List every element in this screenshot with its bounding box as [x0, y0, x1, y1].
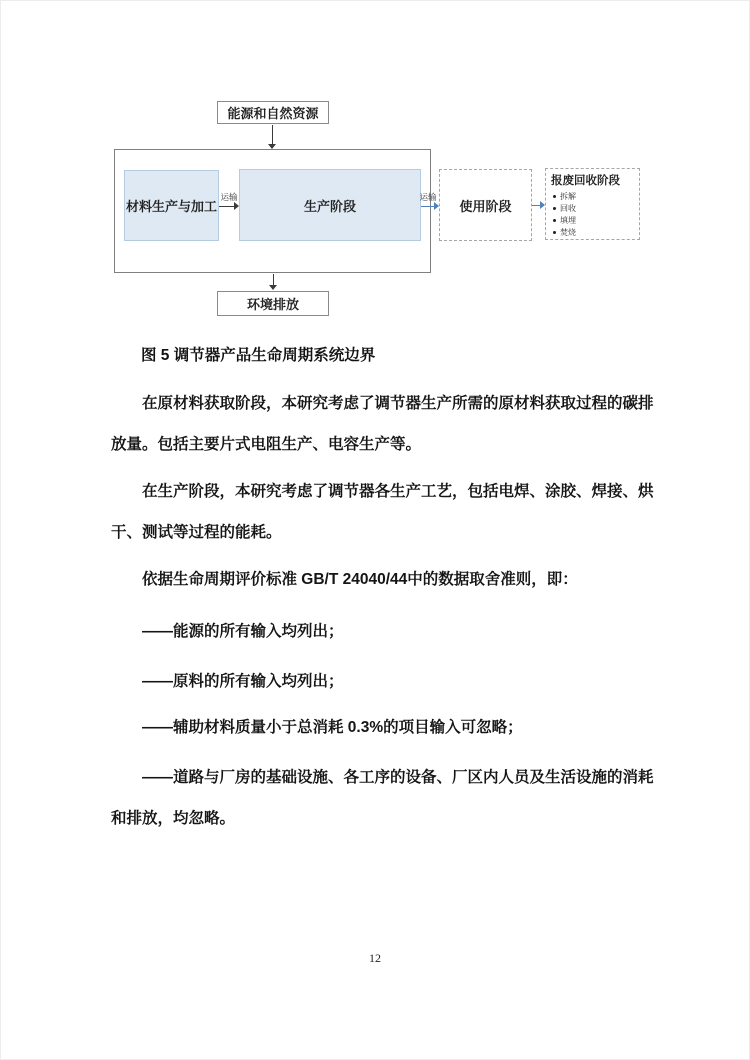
transport-label-2: 运输 — [419, 192, 437, 202]
paragraph — [111, 611, 671, 652]
paragraph — [111, 707, 671, 748]
list-item — [551, 203, 635, 214]
energy-resources-label: 能源和自然资源 — [227, 106, 319, 121]
text-line: 在生产阶段，本研究考虑了调节器各生产工艺，包括电焊、涂胶、焊接、烘 — [142, 483, 654, 500]
arrow-line — [272, 125, 273, 144]
text-line: ——原料的所有输入均列出； — [142, 673, 344, 690]
bullet-icon — [553, 195, 556, 198]
paragraph — [111, 559, 671, 600]
bullet-icon — [553, 207, 556, 210]
emission-box — [217, 291, 329, 316]
emission-label: 环境排放 — [246, 297, 299, 312]
text-line: 和排放，均忽略。 — [111, 810, 236, 827]
paragraph — [111, 661, 671, 702]
paragraph — [111, 471, 671, 553]
arrow-production-to-use — [421, 202, 439, 211]
text-line: ——能源的所有输入均列出； — [142, 623, 344, 640]
arrow-head-down-icon — [269, 285, 277, 290]
text-line: 干、测试等过程的能耗。 — [111, 524, 282, 541]
arrow-line — [421, 206, 434, 207]
use-stage-label: 使用阶段 — [459, 198, 512, 214]
arrow-line — [532, 205, 540, 206]
bullet-icon — [553, 219, 556, 222]
recycle-stage-title: 报废回收阶段 — [551, 175, 620, 187]
production-stage-box — [239, 169, 421, 241]
recycle-item-label: 焚烧 — [560, 228, 576, 237]
text-line: ——道路与厂房的基础设施、各工序的设备、厂区内人员及生活设施的消耗 — [142, 769, 654, 786]
arrow-system-to-emission — [269, 274, 278, 290]
recycle-stage-box — [545, 168, 640, 240]
text-line: 依据生命周期评价标准 GB/T 24040/44中的数据取舍准则，即： — [142, 571, 578, 588]
production-stage-label: 生产阶段 — [303, 198, 356, 214]
list-item — [551, 215, 635, 226]
transport-label-1: 运输 — [220, 192, 238, 202]
text-line: 在原材料获取阶段，本研究考虑了调节器生产所需的原材料获取过程的碳排 — [142, 395, 654, 412]
arrow-energy-to-system — [268, 125, 277, 149]
list-item — [551, 191, 635, 202]
page-number: 12 — [369, 951, 381, 965]
arrow-material-to-production — [219, 202, 239, 211]
text-line: 放量。包括主要片式电阻生产、电容生产等。 — [111, 436, 422, 453]
figure-caption: 图 5 调节器产品生命周期系统边界 — [141, 347, 376, 364]
bullet-icon — [553, 231, 556, 234]
use-stage-box — [439, 169, 532, 241]
arrow-use-to-recycle — [532, 201, 545, 210]
recycle-item-label: 回收 — [560, 204, 576, 213]
arrow-line — [273, 274, 274, 285]
recycle-item-label: 填埋 — [560, 216, 576, 225]
list-item — [551, 227, 635, 238]
paragraph — [111, 757, 671, 839]
material-production-label: 材料生产与加工 — [125, 199, 217, 214]
material-production-box — [124, 170, 219, 241]
arrow-line — [219, 206, 234, 207]
paragraph — [111, 383, 671, 465]
recycle-item-label: 拆解 — [560, 192, 576, 201]
text-line: ——辅助材料质量小于总消耗 0.3%的项目输入可忽略； — [142, 719, 523, 736]
energy-resources-box — [217, 101, 329, 124]
